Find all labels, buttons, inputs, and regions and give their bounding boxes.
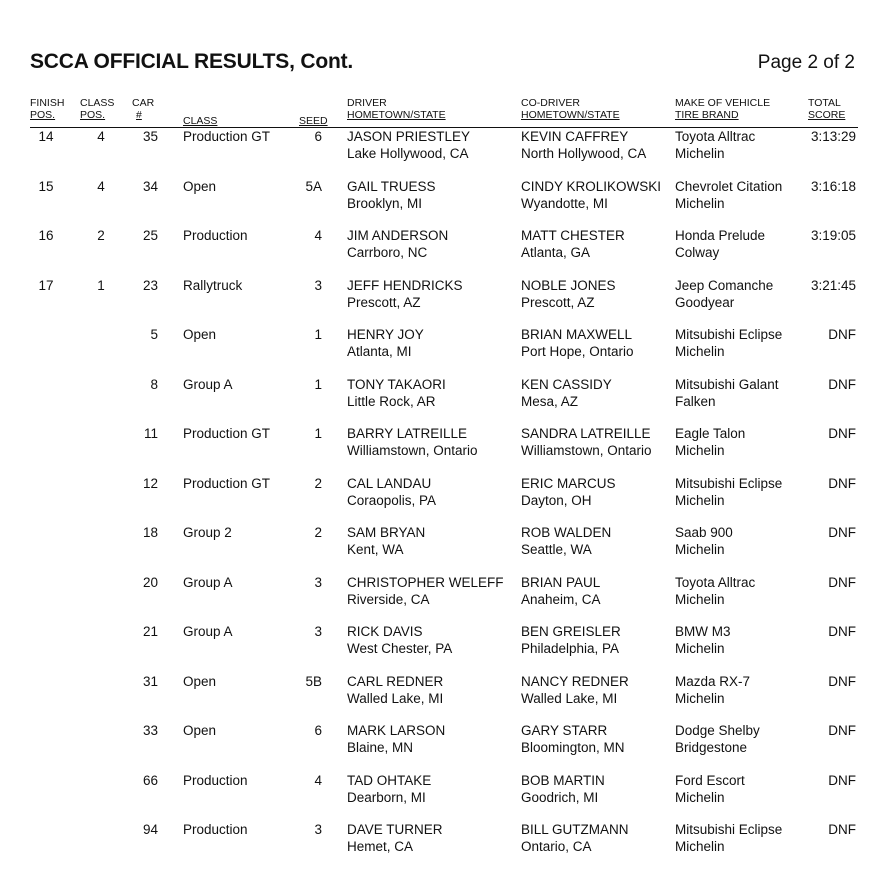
total-score-cell: DNF — [828, 476, 856, 491]
driver-name-cell: JEFF HENDRICKS — [347, 278, 463, 293]
class-cell: Group A — [183, 575, 233, 590]
tire-brand-cell: Michelin — [675, 542, 725, 557]
class-cell: Production — [183, 228, 248, 243]
codriver-name-cell: NANCY REDNER — [521, 674, 629, 689]
driver-hometown-cell: Kent, WA — [347, 542, 404, 557]
class-cell: Rallytruck — [183, 278, 243, 293]
total-score-cell: 3:16:18 — [810, 179, 856, 194]
seed-cell: 2 — [314, 525, 322, 540]
seed-cell: 4 — [314, 228, 322, 243]
class-cell: Open — [183, 327, 217, 342]
table-row — [0, 722, 894, 762]
codriver-name-cell: GARY STARR — [521, 723, 608, 738]
car-number-cell: 23 — [142, 278, 158, 293]
tire-brand-cell: Michelin — [675, 443, 725, 458]
header-score-line2: SCORE — [808, 109, 846, 121]
total-score-cell: DNF — [828, 624, 856, 639]
tire-brand-cell: Michelin — [675, 641, 725, 656]
driver-hometown-cell: Prescott, AZ — [347, 295, 421, 310]
driver-hometown-cell: Carrboro, NC — [347, 245, 428, 260]
finish-pos-cell: 16 — [38, 228, 54, 243]
header-vehicle — [675, 97, 770, 121]
header-class-pos-line2: POS. — [80, 109, 106, 121]
seed-cell: 1 — [314, 327, 322, 342]
class-pos-cell: 4 — [97, 179, 105, 194]
vehicle-make-cell: Chevrolet Citation — [675, 179, 783, 194]
codriver-hometown-cell: Dayton, OH — [521, 493, 592, 508]
header-codriver-line2: HOMETOWN/STATE — [521, 109, 620, 121]
tire-brand-cell: Falken — [675, 394, 716, 409]
driver-name-cell: CAL LANDAU — [347, 476, 432, 491]
codriver-hometown-cell: Bloomington, MN — [521, 740, 625, 755]
table-row — [0, 623, 894, 663]
header-car-line1: CAR — [132, 97, 155, 109]
driver-name-cell: BARRY LATREILLE — [347, 426, 468, 441]
driver-hometown-cell: Coraopolis, PA — [347, 493, 437, 508]
driver-name-cell: CHRISTOPHER WELEFF — [347, 575, 504, 590]
driver-hometown-cell: Walled Lake, MI — [347, 691, 444, 706]
codriver-name-cell: KEVIN CAFFREY — [521, 129, 629, 144]
header-class: CLASS — [183, 115, 218, 127]
vehicle-make-cell: Saab 900 — [675, 525, 733, 540]
class-cell: Production GT — [183, 476, 271, 491]
document-title: SCCA OFFICIAL RESULTS, Cont. — [30, 50, 353, 73]
driver-name-cell: MARK LARSON — [347, 723, 446, 738]
header-finish-pos-line1: FINISH — [30, 97, 65, 109]
class-cell: Production — [183, 773, 248, 788]
table-row — [0, 178, 894, 218]
driver-name-cell: HENRY JOY — [347, 327, 424, 342]
codriver-hometown-cell: Mesa, AZ — [521, 394, 579, 409]
car-number-cell: 34 — [142, 179, 158, 194]
vehicle-make-cell: Ford Escort — [675, 773, 745, 788]
total-score-cell: 3:21:45 — [810, 278, 856, 293]
driver-hometown-cell: West Chester, PA — [347, 641, 453, 656]
total-score-cell: DNF — [828, 426, 856, 441]
class-cell: Group A — [183, 624, 233, 639]
class-cell: Open — [183, 674, 217, 689]
codriver-name-cell: SANDRA LATREILLE — [521, 426, 651, 441]
driver-name-cell: JASON PRIESTLEY — [347, 129, 471, 144]
total-score-cell: DNF — [828, 327, 856, 342]
total-score-cell: DNF — [828, 377, 856, 392]
codriver-hometown-cell: Seattle, WA — [521, 542, 592, 557]
vehicle-make-cell: Toyota Alltrac — [675, 575, 756, 590]
header-driver — [347, 97, 446, 121]
header-vehicle-line1: MAKE OF VEHICLE — [675, 97, 771, 109]
car-number-cell: 20 — [142, 575, 158, 590]
class-pos-cell: 1 — [97, 278, 105, 293]
codriver-name-cell: MATT CHESTER — [521, 228, 625, 243]
codriver-name-cell: BILL GUTZMANN — [521, 822, 629, 837]
driver-hometown-cell: Williamstown, Ontario — [347, 443, 478, 458]
codriver-name-cell: CINDY KROLIKOWSKI — [521, 179, 662, 194]
driver-name-cell: GAIL TRUESS — [347, 179, 436, 194]
codriver-name-cell: BRIAN PAUL — [521, 575, 601, 590]
class-cell: Production — [183, 822, 248, 837]
codriver-name-cell: BEN GREISLER — [521, 624, 621, 639]
header-driver-line1: DRIVER — [347, 97, 387, 109]
finish-pos-cell: 17 — [38, 278, 54, 293]
column-header-row — [0, 95, 894, 129]
header-codriver-line1: CO-DRIVER — [521, 97, 580, 109]
class-pos-cell: 4 — [97, 129, 105, 144]
total-score-cell: 3:19:05 — [810, 228, 856, 243]
codriver-hometown-cell: North Hollywood, CA — [521, 146, 647, 161]
total-score-cell: 3:13:29 — [810, 129, 856, 144]
driver-hometown-cell: Hemet, CA — [347, 839, 414, 854]
codriver-hometown-cell: Philadelphia, PA — [521, 641, 620, 656]
seed-cell: 6 — [314, 723, 322, 738]
table-row — [0, 425, 894, 465]
codriver-hometown-cell: Prescott, AZ — [521, 295, 595, 310]
driver-hometown-cell: Atlanta, MI — [347, 344, 412, 359]
driver-name-cell: RICK DAVIS — [347, 624, 423, 639]
class-cell: Open — [183, 723, 217, 738]
car-number-cell: 35 — [142, 129, 158, 144]
class-cell: Open — [183, 179, 217, 194]
total-score-cell: DNF — [828, 674, 856, 689]
codriver-name-cell: BOB MARTIN — [521, 773, 605, 788]
driver-hometown-cell: Dearborn, MI — [347, 790, 426, 805]
total-score-cell: DNF — [828, 822, 856, 837]
seed-cell: 5B — [305, 674, 322, 689]
header-score-line1: TOTAL — [808, 97, 841, 109]
header-finish-pos-line2: POS. — [30, 109, 56, 121]
car-number-cell: 25 — [142, 228, 158, 243]
codriver-hometown-cell: Walled Lake, MI — [521, 691, 618, 706]
vehicle-make-cell: Dodge Shelby — [675, 723, 760, 738]
seed-cell: 5A — [305, 179, 322, 194]
car-number-cell: 11 — [143, 426, 158, 441]
driver-name-cell: TONY TAKAORI — [347, 377, 446, 392]
header-vehicle-line2: TIRE BRAND — [675, 109, 739, 121]
seed-cell: 3 — [314, 278, 322, 293]
car-number-cell: 33 — [142, 723, 158, 738]
seed-cell: 3 — [314, 575, 322, 590]
table-row — [0, 574, 894, 614]
seed-cell: 2 — [314, 476, 322, 491]
driver-name-cell: CARL REDNER — [347, 674, 444, 689]
total-score-cell: DNF — [828, 723, 856, 738]
vehicle-make-cell: Mitsubishi Eclipse — [675, 476, 783, 491]
class-cell: Production GT — [183, 129, 271, 144]
car-number-cell: 5 — [150, 327, 158, 342]
vehicle-make-cell: Mitsubishi Galant — [675, 377, 779, 392]
table-row — [0, 475, 894, 515]
vehicle-make-cell: Mitsubishi Eclipse — [675, 822, 783, 837]
driver-name-cell: DAVE TURNER — [347, 822, 443, 837]
table-row — [0, 277, 894, 317]
finish-pos-cell: 15 — [38, 179, 54, 194]
total-score-cell: DNF — [828, 525, 856, 540]
driver-hometown-cell: Blaine, MN — [347, 740, 414, 755]
table-row — [0, 326, 894, 366]
driver-hometown-cell: Brooklyn, MI — [347, 196, 423, 211]
tire-brand-cell: Michelin — [675, 592, 725, 607]
tire-brand-cell: Michelin — [675, 839, 725, 854]
tire-brand-cell: Bridgestone — [675, 740, 748, 755]
driver-hometown-cell: Lake Hollywood, CA — [347, 146, 469, 161]
class-cell: Production GT — [183, 426, 271, 441]
table-row — [0, 524, 894, 564]
total-score-cell: DNF — [828, 773, 856, 788]
table-row — [0, 673, 894, 713]
seed-cell: 4 — [314, 773, 322, 788]
codriver-hometown-cell: Ontario, CA — [521, 839, 592, 854]
header-class-pos-line1: CLASS — [80, 97, 115, 109]
header-car — [132, 97, 154, 121]
codriver-hometown-cell: Atlanta, GA — [521, 245, 591, 260]
tire-brand-cell: Michelin — [675, 691, 725, 706]
page-number: Page 2 of 2 — [757, 52, 855, 73]
class-cell: Group A — [183, 377, 233, 392]
table-row — [0, 227, 894, 267]
seed-cell: 1 — [314, 426, 322, 441]
table-row — [0, 128, 894, 168]
tire-brand-cell: Michelin — [675, 344, 725, 359]
car-number-cell: 8 — [150, 377, 158, 392]
codriver-hometown-cell: Port Hope, Ontario — [521, 344, 634, 359]
class-pos-cell: 2 — [97, 228, 105, 243]
vehicle-make-cell: Toyota Alltrac — [675, 129, 756, 144]
table-row — [0, 821, 894, 861]
codriver-name-cell: ERIC MARCUS — [521, 476, 616, 491]
driver-name-cell: TAD OHTAKE — [347, 773, 432, 788]
car-number-cell: 12 — [142, 476, 158, 491]
table-row — [0, 772, 894, 812]
seed-cell: 3 — [314, 822, 322, 837]
seed-cell: 6 — [314, 129, 322, 144]
codriver-name-cell: ROB WALDEN — [521, 525, 612, 540]
vehicle-make-cell: Mazda RX-7 — [675, 674, 751, 689]
header-driver-line2: HOMETOWN/STATE — [347, 109, 446, 121]
codriver-hometown-cell: Anaheim, CA — [521, 592, 601, 607]
vehicle-make-cell: Jeep Comanche — [675, 278, 774, 293]
table-row — [0, 376, 894, 416]
driver-hometown-cell: Riverside, CA — [347, 592, 430, 607]
header-finish-pos — [30, 97, 64, 121]
codriver-hometown-cell: Goodrich, MI — [521, 790, 599, 805]
tire-brand-cell: Michelin — [675, 196, 725, 211]
tire-brand-cell: Michelin — [675, 790, 725, 805]
header-codriver — [521, 97, 620, 121]
codriver-name-cell: KEN CASSIDY — [521, 377, 612, 392]
header-score — [808, 97, 845, 121]
tire-brand-cell: Michelin — [675, 493, 725, 508]
car-number-cell: 31 — [142, 674, 158, 689]
total-score-cell: DNF — [828, 575, 856, 590]
codriver-hometown-cell: Wyandotte, MI — [521, 196, 608, 211]
codriver-name-cell: NOBLE JONES — [521, 278, 616, 293]
vehicle-make-cell: BMW M3 — [675, 624, 731, 639]
driver-hometown-cell: Little Rock, AR — [347, 394, 436, 409]
vehicle-make-cell: Eagle Talon — [675, 426, 746, 441]
car-number-cell: 18 — [142, 525, 158, 540]
vehicle-make-cell: Mitsubishi Eclipse — [675, 327, 783, 342]
car-number-cell: 94 — [142, 822, 158, 837]
driver-name-cell: SAM BRYAN — [347, 525, 426, 540]
codriver-name-cell: BRIAN MAXWELL — [521, 327, 633, 342]
finish-pos-cell: 14 — [38, 129, 54, 144]
driver-name-cell: JIM ANDERSON — [347, 228, 449, 243]
car-number-cell: 66 — [142, 773, 158, 788]
codriver-hometown-cell: Williamstown, Ontario — [521, 443, 652, 458]
class-cell: Group 2 — [183, 525, 232, 540]
header-car-line2: # — [136, 109, 142, 121]
vehicle-make-cell: Honda Prelude — [675, 228, 766, 243]
seed-cell: 1 — [314, 377, 322, 392]
tire-brand-cell: Goodyear — [675, 295, 735, 310]
car-number-cell: 21 — [142, 624, 158, 639]
tire-brand-cell: Colway — [675, 245, 720, 260]
tire-brand-cell: Michelin — [675, 146, 725, 161]
header-class-pos — [80, 97, 114, 121]
header-seed: SEED — [299, 115, 328, 127]
seed-cell: 3 — [314, 624, 322, 639]
